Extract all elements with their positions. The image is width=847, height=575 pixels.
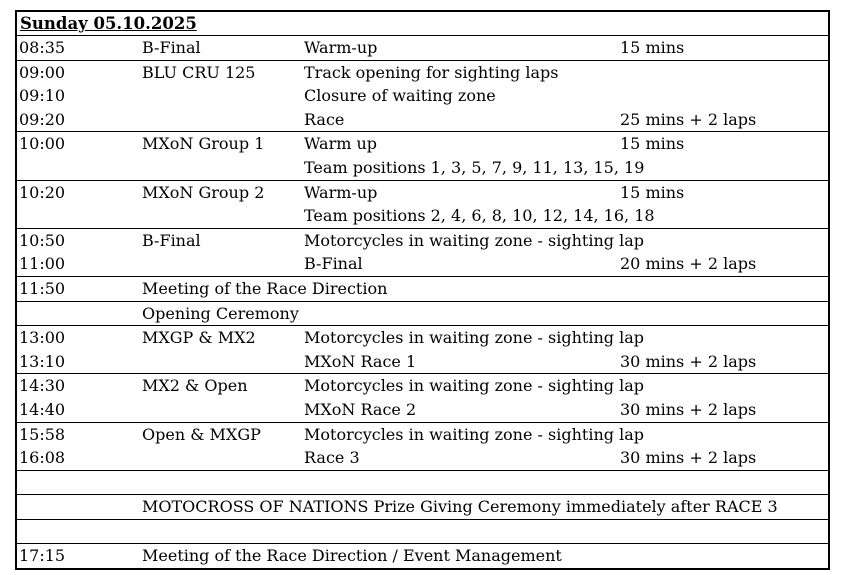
duration-cell: 30 mins + 2 laps [620, 448, 757, 468]
schedule-line [17, 350, 828, 374]
class-cell: MOTOCROSS OF NATIONS Prize Giving Ceremony immediately after RACE 3 [142, 497, 778, 517]
event-cell: Warm-up [304, 182, 378, 202]
event-cell: Warm-up [304, 38, 378, 57]
class-cell: BLU CRU 125 [142, 62, 256, 82]
time-cell: 13:10 [19, 351, 66, 371]
class-cell: Meeting of the Race Direction / Event Management [142, 546, 562, 566]
schedule-row [17, 277, 828, 302]
time-cell: 11:50 [19, 278, 66, 298]
event-cell: Motorcycles in waiting zone - sighting lap [304, 230, 644, 250]
schedule-line [17, 544, 828, 568]
schedule-line [17, 204, 828, 228]
schedule-line [17, 108, 828, 132]
schedule-row [17, 495, 828, 520]
schedule-line [17, 471, 828, 495]
schedule-line [17, 374, 828, 398]
class-cell: MXGP & MX2 [142, 328, 256, 348]
class-cell: Open & MXGP [142, 424, 261, 444]
schedule-row [17, 61, 828, 133]
schedule-row [17, 302, 828, 327]
duration-cell: 15 mins [620, 182, 685, 202]
schedule-row [17, 520, 828, 545]
schedule-row [17, 374, 828, 422]
time-cell: 11:00 [19, 254, 66, 274]
event-cell: Motorcycles in waiting zone - sighting lap [304, 376, 644, 396]
time-cell: 10:50 [19, 230, 66, 250]
class-cell: Opening Ceremony [142, 303, 299, 323]
schedule-line [17, 61, 828, 85]
event-cell: B-Final [304, 254, 363, 274]
time-cell: 08:35 [19, 38, 66, 57]
duration-cell: 25 mins + 2 laps [620, 109, 757, 129]
event-cell: Race [304, 109, 345, 129]
duration-cell: 30 mins + 2 laps [620, 351, 757, 371]
schedule-row [17, 544, 828, 568]
schedule-line [17, 132, 828, 156]
event-cell: MXoN Race 1 [304, 351, 417, 371]
schedule-line [17, 181, 828, 205]
time-cell: 10:20 [19, 182, 66, 202]
time-cell: 15:58 [19, 424, 66, 444]
schedule-line [17, 326, 828, 350]
schedule-line [17, 398, 828, 422]
event-cell: Closure of waiting zone [304, 86, 496, 106]
schedule-line [17, 423, 828, 447]
event-cell: Track opening for sighting laps [304, 62, 559, 82]
schedule-row [17, 181, 828, 229]
schedule-row [17, 132, 828, 180]
schedule-row [17, 326, 828, 374]
schedule-header [17, 12, 828, 36]
duration-cell: 20 mins + 2 laps [620, 254, 757, 274]
duration-cell: 15 mins [620, 134, 685, 154]
event-cell: Motorcycles in waiting zone - sighting lap [304, 424, 644, 444]
schedule-row [17, 229, 828, 277]
schedule-body [17, 36, 828, 568]
schedule-line [17, 302, 828, 326]
schedule-line [17, 277, 828, 301]
class-cell: B-Final [142, 38, 201, 57]
time-cell: 13:00 [19, 328, 66, 348]
event-cell: Team positions 1, 3, 5, 7, 9, 11, 13, 15, 19 [304, 157, 645, 177]
schedule-line [17, 229, 828, 253]
time-cell: 17:15 [19, 546, 66, 566]
class-cell: MXoN Group 2 [142, 182, 265, 202]
time-cell: 14:40 [19, 399, 66, 419]
event-cell: Warm up [304, 134, 378, 154]
class-cell: MX2 & Open [142, 376, 248, 396]
class-cell: MXoN Group 1 [142, 134, 265, 154]
duration-cell: 30 mins + 2 laps [620, 399, 757, 419]
schedule-line [17, 36, 828, 60]
duration-cell: 15 mins [620, 38, 685, 57]
event-cell: Team positions 2, 4, 6, 8, 10, 12, 14, 16, 18 [304, 206, 655, 226]
time-cell: 10:00 [19, 134, 66, 154]
schedule-line [17, 495, 828, 519]
class-cell: Meeting of the Race Direction [142, 278, 388, 298]
event-cell: Motorcycles in waiting zone - sighting lap [304, 328, 644, 348]
schedule-row [17, 36, 828, 61]
schedule-table [15, 10, 830, 570]
time-cell: 14:30 [19, 376, 66, 396]
time-cell: 09:00 [19, 62, 66, 82]
schedule-line [17, 252, 828, 276]
schedule-line [17, 520, 828, 544]
schedule-line [17, 84, 828, 108]
schedule-line [17, 446, 828, 470]
event-cell: Race 3 [304, 448, 360, 468]
schedule-row [17, 471, 828, 496]
event-cell: MXoN Race 2 [304, 399, 417, 419]
time-cell: 09:20 [19, 109, 66, 129]
time-cell: 16:08 [19, 448, 66, 468]
schedule-line [17, 156, 828, 180]
class-cell: B-Final [142, 230, 201, 250]
time-cell: 09:10 [19, 86, 66, 106]
schedule-title: Sunday 05.10.2025 [20, 14, 197, 33]
schedule-row [17, 423, 828, 471]
